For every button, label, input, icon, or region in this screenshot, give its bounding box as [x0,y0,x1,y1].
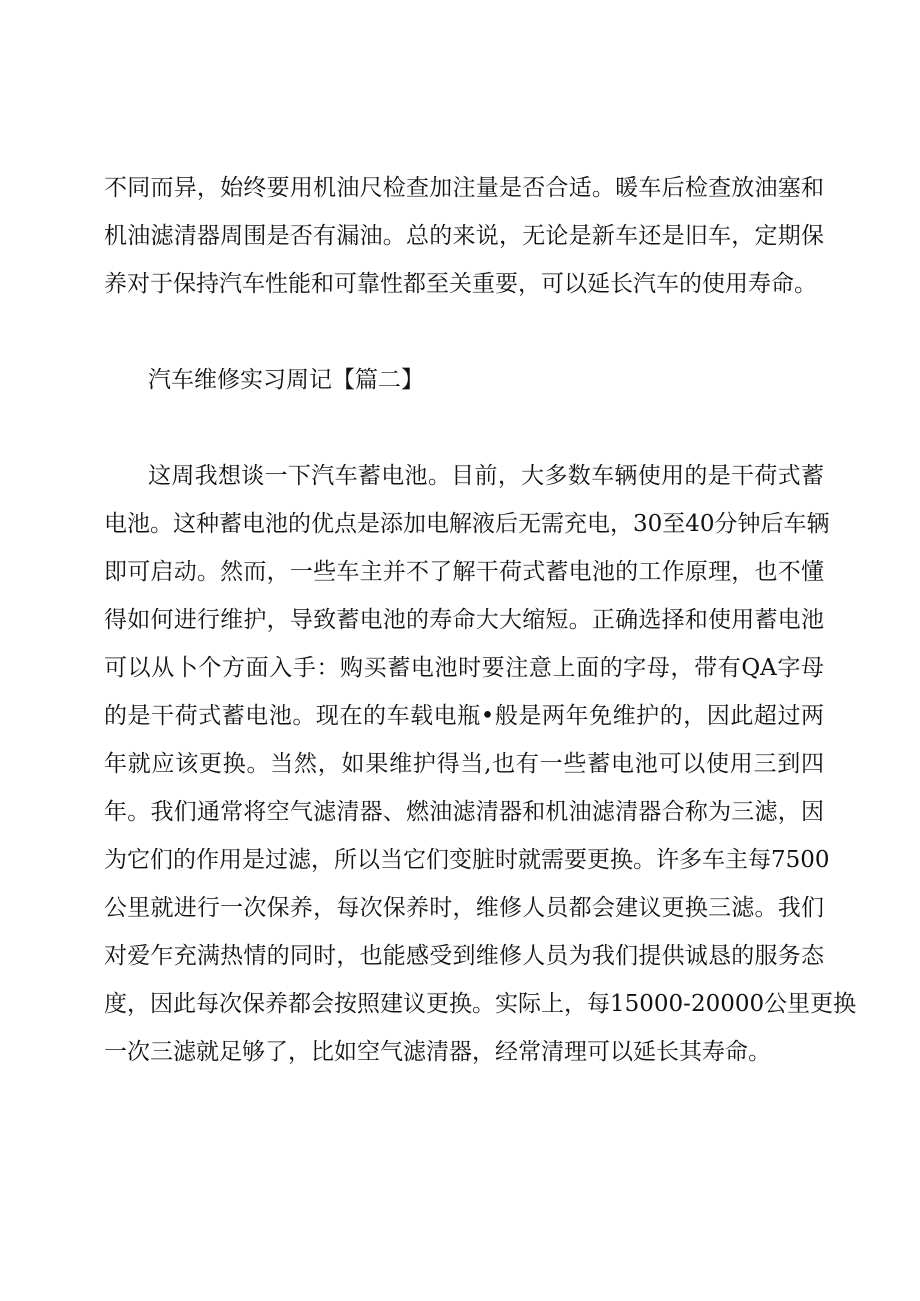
section-heading: 汽车维修实习周记【篇二】 [148,367,424,393]
paragraph-2-line-2: 电池。这种蓄电池的优点是添加电解液后无需充电，30至40分钟后车辆 [104,511,830,537]
paragraph-2-line-11: 对爱乍充满热情的同时，也能感受到维修人员为我们提供诚恳的服务态 [104,943,824,969]
paragraph-2-line-9: 为它们的作用是过滤，所以当它们变脏时就需要更换。许多车主每7500 [104,847,830,873]
paragraph-2-line-10: 公里就进行一次保养，每次保养时，维修人员都会建议更换三滤。我们 [104,895,824,921]
paragraph-2-line-8: 年。我们通常将空气滤清器、燃油滤清器和机油滤清器合称为三滤，因 [104,799,824,825]
paragraph-1-line-1: 不同而异，始终要用机油尺检查加注量是否合适。暖车后检查放油塞和 [104,175,824,201]
paragraph-2-line-3: 即可启动。然而，一些车主并不了解干荷式蓄电池的工作原理，也不懂 [104,559,824,585]
paragraph-1-line-2: 机油滤清器周围是否有漏油。总的来说，无论是新车还是旧车，定期保 [104,223,824,249]
paragraph-2-line-12: 度，因此每次保养都会按照建议更换。实际上，每15000-20000公里更换 [104,991,857,1017]
paragraph-2-line-5: 可以从卜个方面入手：购买蓄电池时要注意上面的字母，带有QA字母 [104,655,824,681]
paragraph-2-line-7: 年就应该更换。当然，如果维护得当,也有一些蓄电池可以使用三到四 [104,751,824,777]
paragraph-2-line-13: 一次三滤就足够了，比如空气滤清器，经常清理可以延长其寿命。 [104,1039,771,1065]
paragraph-1-line-3: 养对于保持汽车性能和可靠性都至关重要，可以延长汽车的使用寿命。 [104,271,817,297]
paragraph-2-line-6: 的是干荷式蓄电池。现在的车载电瓶•般是两年免维护的，因此超过两 [104,703,824,729]
paragraph-2-line-1: 这周我想谈一下汽车蓄电池。目前，大多数车辆使用的是干荷式蓄 [148,463,824,489]
paragraph-2-line-4: 得如何进行维护，导致蓄电池的寿命大大缩短。正确选择和使用蓄电池 [104,607,824,633]
